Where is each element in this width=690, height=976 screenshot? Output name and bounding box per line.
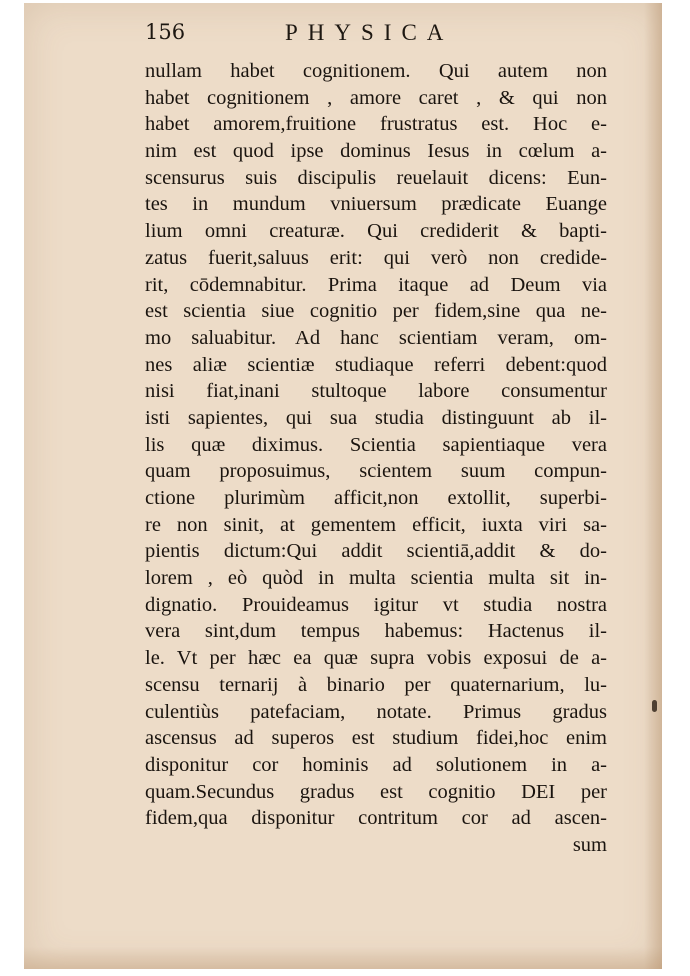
page-number: 156	[145, 20, 186, 44]
text-line: nisi fiat,inani stultoque labore consumentur	[145, 380, 607, 403]
text-line: lorem , eò quòd in multa scientia multa sit in-	[145, 567, 607, 590]
text-line: mo saluabitur. Ad hanc scientiam veram, om-	[145, 326, 607, 349]
text-line: nullam habet cognitionem. Qui autem non	[145, 60, 607, 82]
text-line: zatus fuerit,saluus erit: qui verò non credide-	[145, 246, 607, 269]
text-line: isti sapientes, qui sua studia distinguunt ab il-	[145, 406, 607, 429]
text-line: habet cognitionem , amore caret , & qui non	[145, 86, 607, 109]
page-header	[145, 20, 595, 50]
text-line: nes aliæ scientiæ studiaque referri debent:quod	[145, 353, 607, 376]
text-line: est scientia siue cognitio per fidem,sine qua ne-	[145, 300, 607, 323]
text-line: ascensus ad superos est studium fidei,hoc enim	[145, 727, 607, 750]
text-line: rit, cōdemnabitur. Prima itaque ad Deum via	[145, 273, 607, 296]
catchword: sum	[572, 833, 607, 856]
text-line: nim est quod ipse dominus Iesus in cœlum a-	[145, 140, 607, 163]
text-line: dignatio. Prouideamus igitur vt studia nostra	[145, 593, 607, 616]
page-edge-shadow-right	[644, 3, 662, 969]
ink-smudge	[652, 700, 657, 712]
text-line: vera sint,dum tempus habemus: Hactenus il-	[145, 620, 607, 643]
text-line: ctione plurimùm afficit,non extollit, superbi-	[145, 487, 607, 509]
text-line: scensu ternarij à binario per quaternarium, lu-	[145, 673, 607, 696]
text-line: re non sinit, at gementem efficit, iuxta viri sa-	[145, 513, 607, 536]
body-text	[145, 58, 607, 859]
running-head: PHYSICA	[285, 20, 454, 45]
text-line: lis quæ diximus. Scientia sapientiaque vera	[145, 433, 607, 456]
text-line: tes in mundum vniuersum prædicate Euange	[145, 193, 607, 216]
text-line: disponitur cor hominis ad solutionem in a-	[145, 753, 607, 776]
text-line: culentiùs patefaciam, notate. Primus gradus	[145, 700, 607, 723]
text-line: quam.Secundus gradus est cognitio DEI per	[145, 780, 607, 803]
text-line: habet amorem,fruitione frustratus est. Hoc e-	[145, 113, 607, 136]
page-edge-shadow-bottom	[24, 947, 662, 969]
text-line: lium omni creaturæ. Qui crediderit & bapti-	[145, 220, 607, 243]
text-line: quam proposuimus, scientem suum compun-	[145, 460, 607, 483]
text-line: scensurus suis discipulis reuelauit dicens: Eun-	[145, 166, 607, 189]
text-line: fidem,qua disponitur contritum cor ad ascen-	[145, 807, 607, 830]
text-line: pientis dictum:Qui addit scientiā,addit & do-	[145, 540, 607, 563]
text-line: le. Vt per hæc ea quæ supra vobis exposui de a-	[145, 647, 607, 670]
